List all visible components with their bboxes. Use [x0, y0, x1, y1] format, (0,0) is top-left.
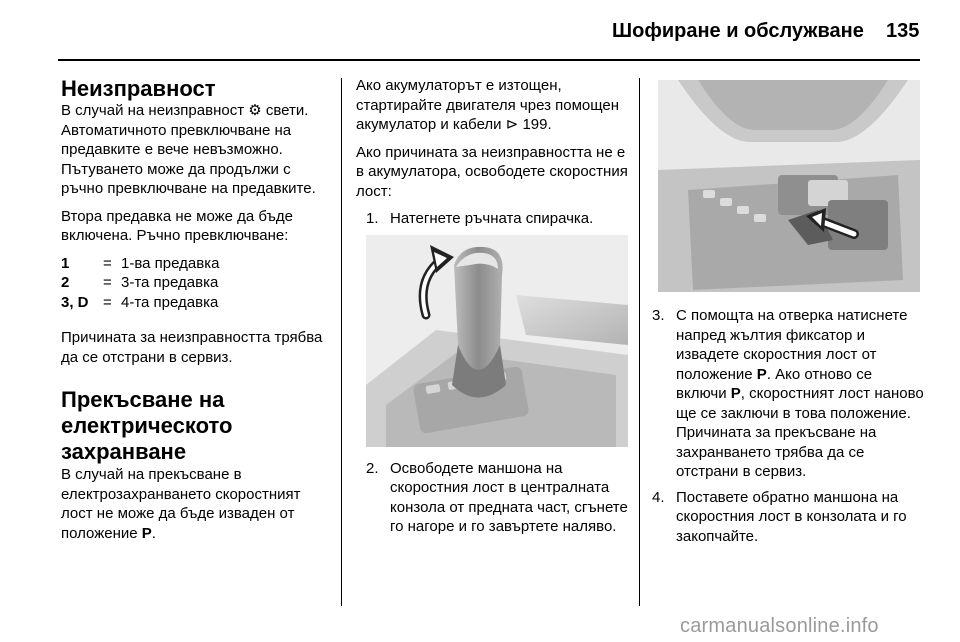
heading-power-failure: Прекъсване на електрическото захранване: [61, 387, 233, 464]
text-run: В случай на прекъсване в електрозахранването скоростният лост не може да бъде изваден от положение: [61, 466, 301, 542]
legend-row: [61, 293, 333, 313]
page-number: 135: [886, 20, 920, 42]
legend-eq: =: [103, 254, 112, 272]
step-text: Освободете маншона на скоростния лост в централната конзола от предната част, сгънете го нагоре и го завъртете наляво.: [390, 459, 628, 535]
legend-key: 3, D: [61, 293, 89, 311]
legend-value: 4-та предавка: [121, 293, 219, 311]
legend-eq: =: [103, 293, 112, 311]
step-number: 4.: [652, 488, 665, 506]
legend-value: 1-ва предавка: [121, 254, 220, 272]
column-divider: [639, 78, 640, 606]
legend-key: 2: [61, 274, 70, 291]
header-title: Шофиране и обслужване: [612, 20, 864, 42]
column-3: [652, 76, 924, 552]
paragraph: Причината за неизправността трябва да се отстрани в сервиз.: [61, 329, 323, 366]
paragraph: Втора предавка не може да бъде включена. Ръчно превключване:: [61, 207, 293, 244]
step-text: Поставете обратно маншона на скоростния лост в конзолата и го закопчайте.: [676, 488, 907, 545]
watermark: carmanualsonline.info: [680, 615, 879, 637]
column-divider: [341, 78, 342, 606]
text-run-bold: P: [141, 524, 152, 542]
step-1: [356, 209, 630, 229]
lock-release-illustration: [658, 80, 920, 292]
gear-legend: [61, 254, 333, 313]
paragraph: [61, 465, 333, 543]
paragraph: Ако причината за неизправността не е в акумулатора, освободете скоростния лост:: [356, 143, 628, 200]
text-run-bold: P: [730, 385, 741, 402]
step-4: [652, 488, 924, 547]
legend-key: 1: [61, 254, 70, 272]
text-run: С помощта на отверка натиснете напред жълтия фиксатор и извадете скоростния лост от положение: [676, 307, 908, 383]
figure-lock-release: [658, 80, 920, 292]
step-text: Натегнете ръчната спирачка.: [390, 210, 594, 227]
paragraph: В случай на неизправност ⚙ свети. Автоматичното превключване на предавките е вече невъзможно. Пътуването може да продължи с ръчно превключване на предавките.: [61, 102, 316, 197]
text-run: , скоростният лост наново ще се заключи в това положение. Причината за прекъсване на захранването трябва да се отстрани в сервиз.: [676, 385, 924, 480]
legend-eq: =: [103, 274, 112, 291]
text-run: . Ако отново се включи: [676, 365, 873, 402]
column-2: [356, 76, 630, 543]
legend-row: [61, 254, 333, 274]
paragraph: Ако акумулаторът е изтощен, стартирайте двигателя чрез помощен акумулатор и кабели ⊳ 199.: [356, 77, 620, 133]
heading-malfunction: Неизправност: [61, 76, 216, 101]
step-3: [652, 306, 924, 482]
page-header: [0, 14, 960, 54]
header-rule: [58, 59, 920, 61]
legend-value: 3-та предавка: [121, 274, 219, 291]
step-number: 1.: [366, 210, 379, 227]
column-1: [61, 76, 333, 551]
step-2: [356, 459, 630, 537]
step-number: 3.: [652, 307, 665, 324]
text-run: .: [151, 524, 156, 542]
gear-lever-illustration: [366, 235, 628, 447]
legend-row: [61, 273, 333, 293]
figure-gear-lever-boot: [366, 235, 628, 447]
step-number: 2.: [366, 459, 379, 477]
step-text: [676, 306, 924, 482]
text-run-bold: P: [756, 365, 767, 383]
